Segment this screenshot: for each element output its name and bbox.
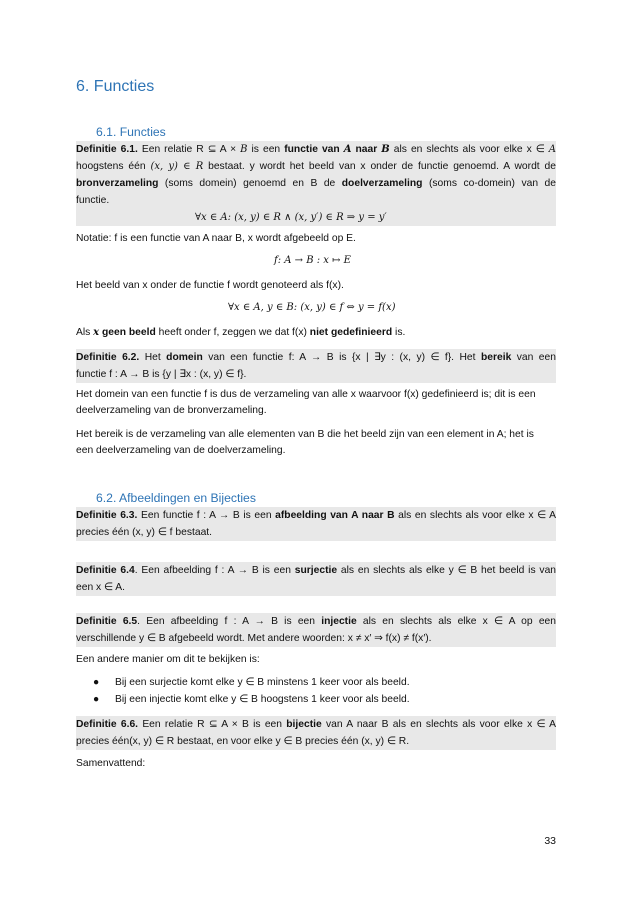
- bullet-item-injectie: ● Bij een injectie komt elke y ∈ B hoogstens 1 keer voor als beeld.: [93, 694, 410, 705]
- def66-line2: precies één(x, y) ∈ R bestaat, en voor elke y ∈ B precies één (x, y) ∈ R.: [76, 736, 410, 747]
- def62-line1: Definitie 6.2. Het domein van een functie f: A → B is {x | ∃y : (x, y) ∈ f}. Het bereik van een: [76, 352, 556, 363]
- bullet-icon: ●: [93, 677, 100, 688]
- def61-line4: functie.: [76, 195, 110, 206]
- definition-6-2-box: [76, 349, 556, 383]
- def65-line1: Definitie 6.5. Een afbeelding f : A → B is een injectie als en slechts als elke x ∈ A op een: [76, 616, 557, 627]
- andere-manier-text: Een andere manier om dit te bekijken is:: [76, 654, 260, 665]
- def61-line3: bronverzameling (soms domein) genoemd en B de doelverzameling (soms co-domein) van de: [76, 178, 556, 189]
- section-6-2-title: 6.2. Afbeeldingen en Bijecties: [96, 491, 256, 505]
- definition-6-1-box: [76, 141, 556, 226]
- def62-line2: functie f : A → B is {y | ∃x : (x, y) ∈ f}.: [76, 369, 247, 380]
- def65-line2: verschillende y ∈ B afgebeeld wordt. Met andere woorden: x ≠ x′ ⇒ f(x) ≠ f(x′).: [76, 633, 432, 644]
- chapter-heading: 6. Functies: [76, 78, 155, 95]
- def61-formula: ∀x ∈ A: (x, y) ∈ R ∧ (x, y′) ∈ R ⇒ y = y′: [195, 212, 387, 223]
- formula-function: ∀x ∈ A, y ∈ B: (x, y) ∈ f ⇔ y = f(x): [228, 302, 396, 313]
- def66-line1: Definitie 6.6. Een relatie R ⊆ A × B is een bijectie van A naar B als en slechts als voor elke x ∈ A: [76, 719, 556, 730]
- page-number: 33: [544, 835, 556, 847]
- bullet-item-surjectie: ● Bij een surjectie komt elke y ∈ B minstens 1 keer voor als beeld.: [93, 677, 410, 688]
- domein-para-line2: deelverzameling van de bronverzameling.: [76, 405, 267, 416]
- definition-6-5-box: [76, 613, 556, 647]
- domein-para-line1: Het domein van een functie f is dus de verzameling van alle x waarvoor f(x) gedefinieerd is; dit is een: [76, 389, 536, 400]
- def61-line1: Definitie 6.1. Een relatie R ⊆ A × B is een functie van A naar B als en slechts als voor elke x ∈ A: [76, 144, 557, 155]
- def61-line2: hoogstens één (x, y) ∈ R bestaat. y wordt het beeld van x onder de functie genoemd. A wordt de: [76, 161, 556, 172]
- definition-6-6-box: [76, 716, 556, 750]
- def63-line2: precies één (x, y) ∈ f bestaat.: [76, 527, 213, 538]
- def63-line1: Definitie 6.3. Een functie f : A → B is een afbeelding van A naar B als en slechts als voor elke x ∈ A: [76, 510, 556, 521]
- geen-beeld-text: Als x geen beeld heeft onder f, zeggen we dat f(x) niet gedefinieerd is.: [76, 327, 406, 338]
- section-6-1-title: 6.1. Functies: [96, 125, 166, 139]
- samenvattend-text: Samenvattend:: [76, 758, 146, 769]
- bullet-icon: ●: [93, 694, 100, 705]
- definition-6-3-box: [76, 507, 556, 541]
- notatie-text: Notatie: f is een functie van A naar B, x wordt afgebeeld op E.: [76, 233, 356, 244]
- def64-line1: Definitie 6.4. Een afbeelding f : A → B is een surjectie als en slechts als elke y ∈ B het beeld is van: [76, 565, 557, 576]
- formula-mapping: f: A → B : x ↦ E: [274, 255, 351, 266]
- bereik-para-line1: Het bereik is de verzameling van alle elementen van B die het beeld zijn van een element in A; het is: [76, 429, 534, 440]
- definition-6-4-box: [76, 562, 556, 596]
- beeld-text: Het beeld van x onder de functie f wordt genoteerd als f(x).: [76, 280, 344, 291]
- def64-line2: een x ∈ A.: [76, 582, 126, 593]
- bereik-para-line2: een deelverzameling van de doelverzameling.: [76, 445, 286, 456]
